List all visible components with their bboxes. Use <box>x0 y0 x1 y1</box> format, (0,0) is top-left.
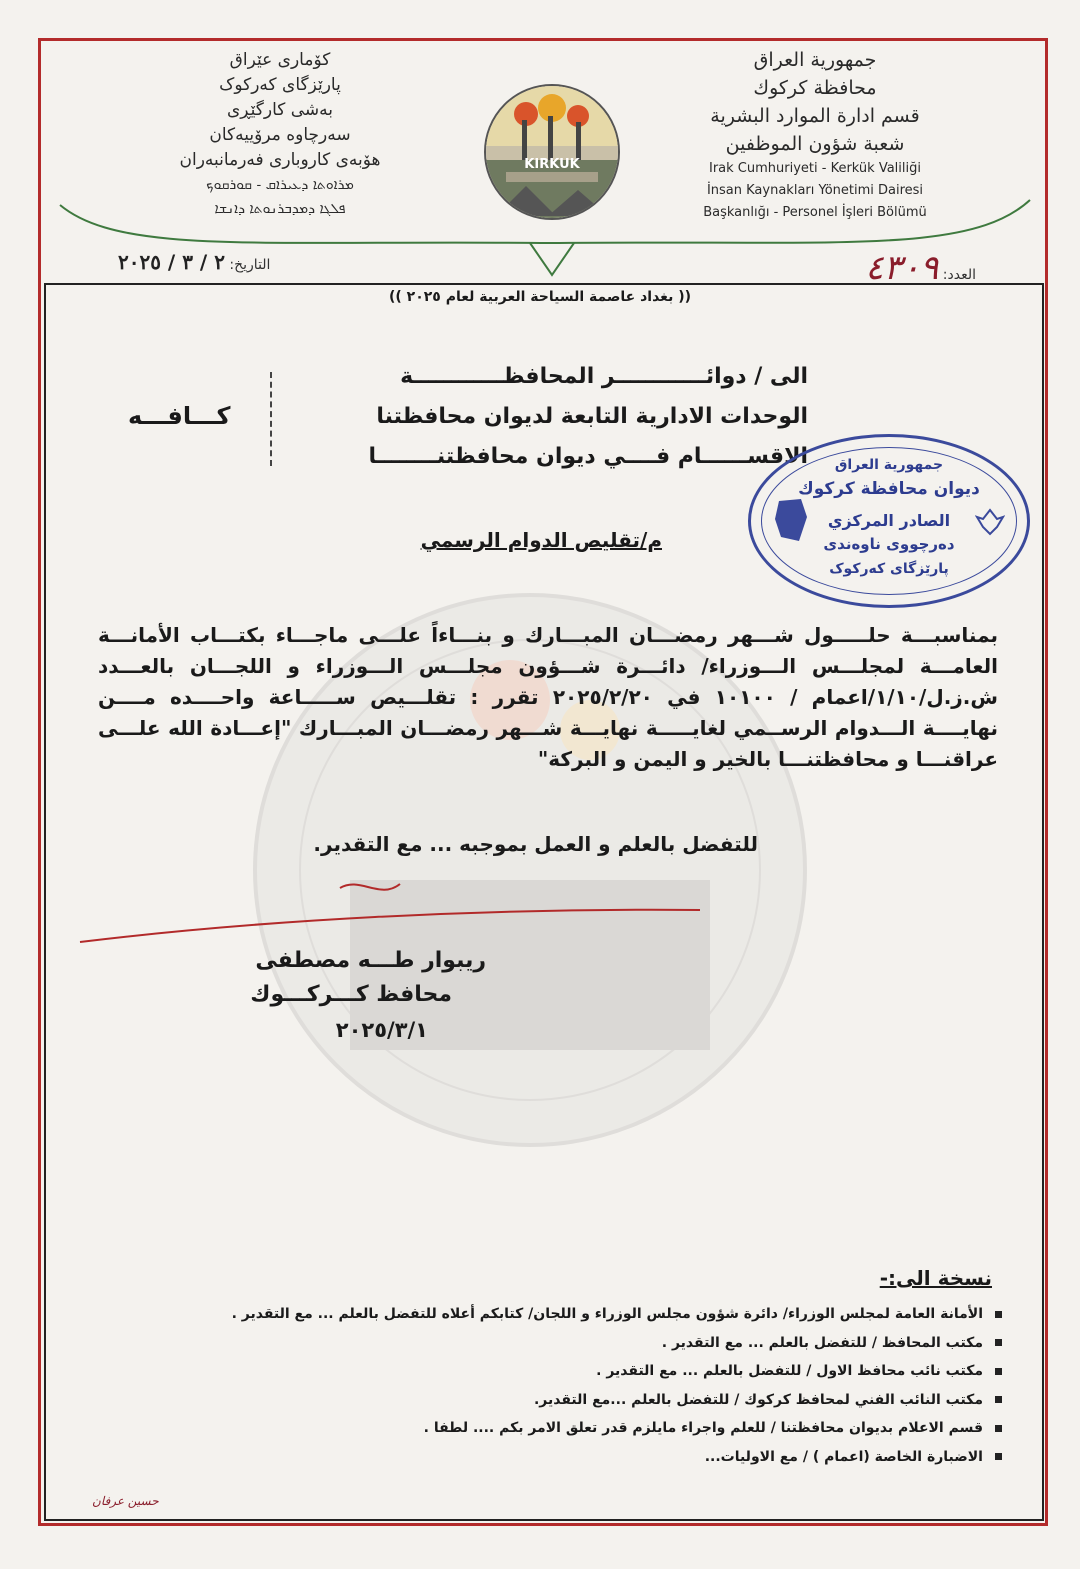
stamp-line-4: دەرچووی ناوەندی <box>823 535 955 553</box>
header-country: جمهورية العراق <box>753 49 877 71</box>
bullet-icon <box>995 1396 1002 1403</box>
date-value: ٢ / ٣ / ٢٠٢٥ <box>118 250 225 274</box>
letter-body: بمناسبـــة حلـــــول شـــهر رمضـــان المبـــارك و بنـــاءاً علـــى ماجـــاء بكتـــاب الأمانـــة العامـــة لمجلـــس الـــوزراء/ دائـــرة شـــؤون مجلـــس الـــوزراء و اللجـــان بالعـــدد ش.ز.ل/١/١٠/اعمام / ١٠١٠٠ في ٢٠٢٥/٢/٢٠ تقرر : تقلـــيص ســـــاعة واحــــده مــــن نهايــــة الـــدوام الرســمي لغايـــــة نهايـــة شـــهر رمضـــان المبـــارك "إعـــادة الله علـــى عراقنـــا و محافظتنـــا بالخير و اليمن و البركة" <box>98 623 998 771</box>
header-kurdish-4: سەرچاوە مرۆییەکان <box>209 125 351 145</box>
closing-line: للتفضل بالعلم و العمل بموجبه ... مع التقدير. <box>313 832 758 856</box>
logo-text: KIRKUK <box>524 157 580 172</box>
copy-item: الاضبارة الخاصة (اعمام ) / مع الاوليات... <box>82 1443 1002 1472</box>
header-turkish-1: Irak Cumhuriyeti - Kerkük Valiliği <box>709 161 921 176</box>
bullet-icon <box>995 1425 1002 1432</box>
bullet-icon <box>995 1311 1002 1318</box>
header-kurdish <box>120 48 440 221</box>
iraq-map-icon <box>771 497 811 545</box>
subject-line: م/تقليص الدوام الرسمي <box>420 528 662 552</box>
header-syriac-1: ܡܪܐܘܬܐ ܕܥܝܪܐܩ - ܩܘܪܩܘܟ <box>206 177 354 193</box>
signatory-name: ريبوار طـــه مصطفى <box>255 948 486 973</box>
number-value: ٤٣٠٩ <box>865 248 939 288</box>
copy-item: قسم الاعلام بديوان محافظتنا / للعلم واجراء مايلزم قدر تعلق الامر بكم .... لطفا . <box>82 1414 1002 1443</box>
addressee-line-3: الاقســــــام فــــي ديوان محافظتنــــــــا <box>368 444 808 469</box>
stamp-line-5: پارێزگای کەرکوک <box>829 561 949 577</box>
addressee-line-1: الى / دوائــــــــــــر المحافظــــــــــــة <box>400 364 808 389</box>
bullet-icon <box>995 1339 1002 1346</box>
header-governorate: محافظة كركوك <box>753 77 877 99</box>
header-turkish-3: Başkanlığı - Personel İşleri Bölümü <box>703 205 927 220</box>
stamp-line-3: الصادر المركزي <box>827 511 951 530</box>
eagle-emblem-icon <box>975 507 1005 537</box>
header-department: قسم ادارة الموارد البشرية <box>710 105 920 127</box>
header-kurdish-1: کۆماری عێراق <box>229 50 331 70</box>
header-kurdish-3: بەشی کارگێڕی <box>226 100 334 120</box>
header-section: شعبة شؤون الموظفين <box>725 133 905 155</box>
header-kurdish-2: پارێزگای کەرکوک <box>219 75 341 95</box>
header-arabic <box>690 46 940 224</box>
letter-date <box>118 250 270 274</box>
date-label: التاريخ: <box>229 257 271 273</box>
header-kurdish-5: هۆبەی کاروباری فەرمانبەران <box>179 150 381 170</box>
kirkuk-logo <box>484 84 620 220</box>
copies-title: نسخة الى:- <box>879 1266 992 1290</box>
slogan: (( بغداد عاصمة السياحة العربية لعام ٢٠٢٥ )) <box>388 289 691 305</box>
number-label: العدد: <box>942 267 976 283</box>
stamp-line-1: جمهورية العراق <box>834 457 944 473</box>
copy-item: مكتب نائب محافظ الاول / للتفضل بالعلم ... مع التقدير . <box>82 1357 1002 1386</box>
central-outgoing-stamp <box>748 434 1030 608</box>
copies-list <box>82 1300 1002 1471</box>
addressee-all: كـــافـــه <box>128 402 231 430</box>
addressee-brace <box>262 372 272 466</box>
stamp-line-2: ديوان محافظة كركوك <box>798 479 980 499</box>
signatory-title: محافظ كـــركـــوك <box>250 982 452 1007</box>
clerk-initials: حسين عرفان <box>92 1494 159 1508</box>
addressee-line-2: الوحدات الادارية التابعة لديوان محافظتنا <box>376 404 808 429</box>
bullet-icon <box>995 1453 1002 1460</box>
signature-mark <box>60 870 700 950</box>
header-syriac-2: ܦܠܓܐ ܕܡܕܒܪܢܘܬܐ ܕܐܢܫܐ <box>214 201 346 217</box>
copy-item: الأمانة العامة لمجلس الوزراء/ دائرة شؤون مجلس الوزراء و اللجان/ كتابكم أعلاه للتفضل بالعلم ... مع التقدير . <box>82 1300 1002 1329</box>
copy-item: مكتب المحافظ / للتفضل بالعلم ... مع التقدير . <box>82 1329 1002 1358</box>
signature-date: ٢٠٢٥/٣/١ <box>335 1018 428 1042</box>
letter-number <box>865 248 976 288</box>
copy-item: مكتب النائب الفني لمحافظ كركوك / للتفضل بالعلم ...مع التقدير. <box>82 1386 1002 1415</box>
header-turkish-2: İnsan Kaynakları Yönetimi Dairesi <box>706 183 924 198</box>
bullet-icon <box>995 1368 1002 1375</box>
